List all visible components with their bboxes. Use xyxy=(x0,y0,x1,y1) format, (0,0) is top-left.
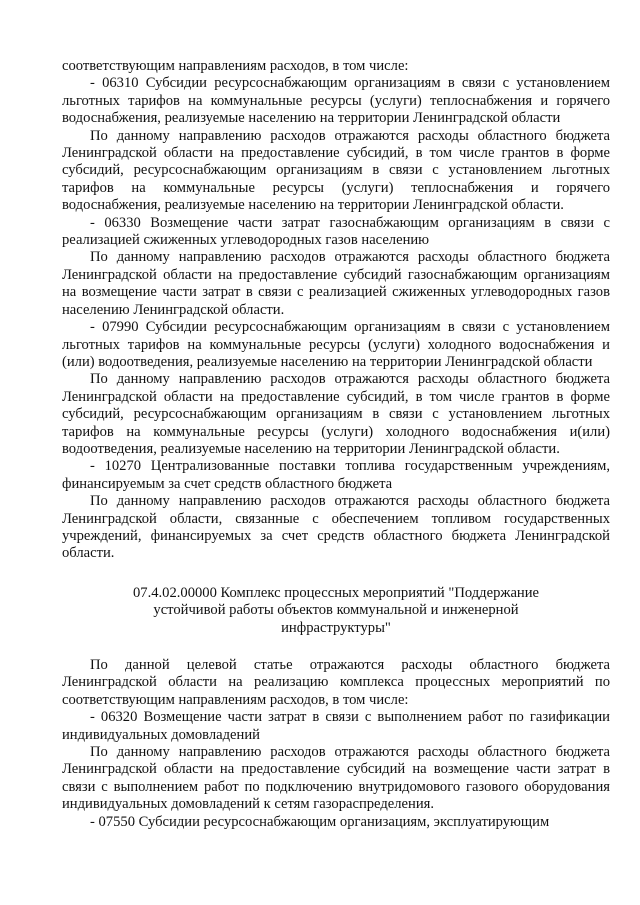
paragraph: - 07990 Субсидии ресурсоснабжающим организациям в связи с установлением льготных тарифов на коммунальные ресурсы (услуги) холодного водоснабжения и (или) водоотведения, реализуемые населению на территории Ленинградской области xyxy=(62,319,610,370)
paragraph: - 06310 Субсидии ресурсоснабжающим организациям в связи с установлением льготных тарифов на коммунальные ресурсы (услуги) теплоснабжения и горячего водоснабжения, реализуемые населению на территории Ленинградской области xyxy=(62,75,610,127)
paragraph: - 06320 Возмещение части затрат в связи с выполнением работ по газификации индивидуальных домовладений xyxy=(62,709,610,743)
paragraph: - 10270 Централизованные поставки топлива государственным учреждениям, финансируемым за счет средств областного бюджета xyxy=(62,458,610,492)
paragraph: По данному направлению расходов отражаются расходы областного бюджета Ленинградской области на предоставление субсидий газоснабжающим организациям на возмещение части затрат в связи с реализацией сжиженных углеводородных газов населению Ленинградской области. xyxy=(62,249,610,318)
paragraph: соответствующим направлениям расходов, в том числе: xyxy=(62,58,409,74)
paragraph: По данному направлению расходов отражаются расходы областного бюджета Ленинградской области, связанные с обеспечением топливом государственных учреждений, финансируемых за счет средств областного бюджета Ленинградской области. xyxy=(62,493,610,562)
section-title: 07.4.02.00000 Комплекс процессных мероприятий "Поддержание устойчивой работы объектов коммунальной и инженерной инфраструктуры" xyxy=(132,584,540,636)
body-before xyxy=(62,58,610,563)
body-after xyxy=(62,657,610,831)
paragraph: - 07550 Субсидии ресурсоснабжающим организациям, эксплуатирующим xyxy=(90,813,550,830)
paragraph: По данному направлению расходов отражаются расходы областного бюджета Ленинградской области на предоставление субсидий, в том числе грантов в форме субсидий, ресурсоснабжающим организациям в связи с установлением льготных тарифов на коммунальные ресурсы (услуги) холодного водоснабжения и(или) водоотведения, реализуемые населению на территории Ленинградской области. xyxy=(62,371,610,457)
paragraph: - 06330 Возмещение части затрат газоснабжающим организациям в связи с реализацией сжиженных углеводородных газов населению xyxy=(62,214,610,249)
paragraph: По данной целевой статье отражаются расходы областного бюджета Ленинградской области на реализацию комплекса процессных мероприятий по соответствующим направлениям расходов, в том числе: xyxy=(62,657,610,708)
document-page xyxy=(62,58,610,831)
paragraph: По данному направлению расходов отражаются расходы областного бюджета Ленинградской области на предоставление субсидий, в том числе грантов в форме субсидий, ресурсоснабжающим организациям в связи с установлением льготных тарифов на коммунальные ресурсы (услуги) теплоснабжения и горячего водоснабжения, реализуемые населению на территории Ленинградской области. xyxy=(62,127,610,214)
paragraph: По данному направлению расходов отражаются расходы областного бюджета Ленинградской области на предоставление субсидий на возмещение части затрат в связи с выполнением работ по подключению внутридомового газового оборудования индивидуальных домовладений к сетям газораспределения. xyxy=(62,744,610,813)
